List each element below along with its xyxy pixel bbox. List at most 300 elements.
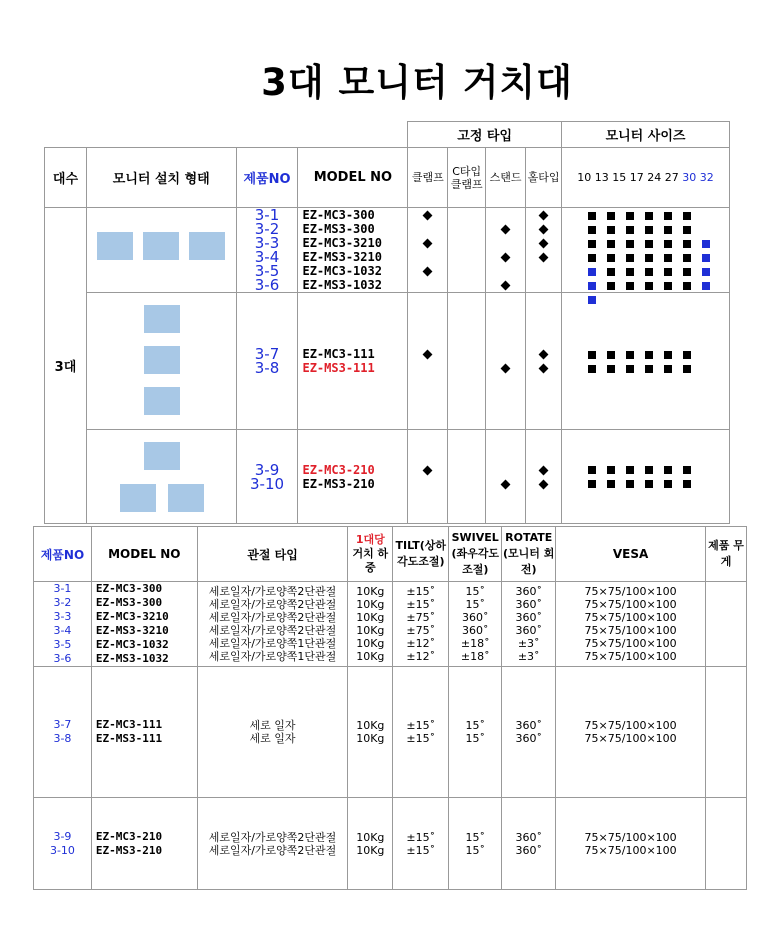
vesa-value: 75×75/100×100 [584,719,677,732]
size-mark-row [582,361,729,375]
monitor-shape [144,346,180,374]
product-no: 3-8 [53,732,72,745]
tilt-value: ±15˚ [406,732,436,745]
model-no: EZ-MS3-300 [95,596,163,609]
tilt-value: ±15˚ [406,830,436,844]
fix-type-cell [448,293,486,430]
size-label: 10 [577,171,592,184]
size-mark-icon [588,240,596,248]
rotate-value: 360˚ [515,843,542,857]
size-label: 32 [699,171,714,184]
size-mark-icon [702,268,710,276]
joint-type: 세로 일자 [249,732,296,745]
fix-mark-row [448,250,485,264]
size-mark-icon [683,212,691,220]
rotate-value: ±3˚ [517,637,540,650]
fix-mark-row [526,236,561,250]
product-no: 3-3 [53,610,72,623]
fix-mark-row [408,477,447,491]
joint-type: 세로일자/가로양쪽2단관절 [208,830,337,844]
size-mark-icon [664,254,672,262]
fix-mark-row [448,208,485,222]
fix-type-header-c-clamp: C타입 클램프 [448,148,486,208]
joint-type: 세로일자/가로양쪽1단관절 [208,637,337,650]
size-mark-icon [683,365,691,373]
fix-mark-row [486,208,525,222]
fix-mark-row [448,222,485,236]
product-no-cell [236,293,298,430]
fix-mark-row [408,264,447,278]
layout-horizontal-3 [86,208,236,293]
model-no-cell [91,582,197,667]
load-value-cell [348,582,393,667]
size-mark-icon [607,268,615,276]
size-mark-icon [607,480,615,488]
model-no-header: MODEL NO [91,527,197,582]
model-no: EZ-MC3-210 [302,462,375,477]
model-no: EZ-MS3-1032 [95,652,169,665]
model-no: EZ-MS3-111 [95,732,163,745]
load-value: 10Kg [356,650,385,663]
size-mark-empty [702,480,710,488]
diamond-mark-icon [423,211,433,221]
load-header [348,527,393,582]
size-mark-row [582,463,729,477]
fix-mark-row [448,477,485,491]
fix-mark-row [448,361,485,375]
diamond-mark-icon [501,364,511,374]
size-label: 24 [647,171,662,184]
rotate-value: 360˚ [515,585,542,598]
size-mark-icon [588,212,596,220]
size-mark-empty [702,365,710,373]
size-label: 17 [629,171,644,184]
size-label: 30 [682,171,697,184]
count-cell: 3대 [45,208,87,524]
rotate-value: ±3˚ [517,650,540,663]
size-mark-icon [626,240,634,248]
joint-type: 세로일자/가로양쪽1단관절 [208,650,337,663]
size-mark-icon [645,212,653,220]
product-no: 3-1 [53,582,72,595]
load-value-cell [348,667,393,798]
joint-type-header: 관절 타입 [197,527,348,582]
size-mark-row [582,278,729,292]
fix-type-cell [448,430,486,524]
swivel-value-cell [449,667,502,798]
vesa-value: 75×75/100×100 [584,624,677,637]
vesa-value: 75×75/100×100 [584,598,677,611]
product-no-header: 제품NO [34,527,92,582]
model-no: EZ-MC3-300 [302,208,375,222]
size-mark-empty [588,282,596,290]
diamond-mark-icon [539,225,549,235]
joint-type: 세로일자/가로양쪽2단관절 [208,624,337,637]
monitor-shape [143,232,179,260]
model-no: EZ-MS3-210 [95,843,163,857]
product-no: 3-6 [254,276,280,294]
monitor-shape [144,387,180,415]
load-value: 10Kg [356,719,385,732]
rotate-value: 360˚ [515,830,542,844]
diamond-mark-icon [501,281,511,291]
tilt-value: ±75˚ [406,624,436,637]
size-mark-row [582,236,729,250]
model-no: EZ-MS3-1032 [302,278,382,292]
product-no: 3-6 [53,652,72,665]
size-label: 13 [594,171,609,184]
fix-type-header-stand: 스탠드 [486,148,526,208]
product-no: 3-2 [254,220,280,238]
product-no: 3-9 [254,460,280,479]
product-no-cell [34,582,92,667]
rotate-value: 360˚ [515,598,542,611]
swivel-value: 15˚ [465,843,485,857]
product-no-cell [236,430,298,524]
load-value: 10Kg [356,624,385,637]
rotate-value-cell [502,667,556,798]
size-mark-icon [645,240,653,248]
vesa-value: 75×75/100×100 [584,611,677,624]
fix-mark-row [486,250,525,264]
model-no: EZ-MC3-1032 [302,264,382,278]
size-mark-icon [664,466,672,474]
fix-type-header-hole: 홀타입 [526,148,562,208]
fix-mark-row [526,347,561,361]
size-mark-icon [702,254,710,262]
size-mark-icon [626,480,634,488]
model-no: EZ-MC3-3210 [302,236,382,250]
size-mark-icon [664,268,672,276]
fix-mark-row [486,236,525,250]
fix-mark-row [448,463,485,477]
fix-mark-row [486,463,525,477]
vesa-value-cell [556,582,706,667]
fix-mark-row [408,463,447,477]
monitor-shape [144,442,180,470]
product-no: 3-7 [53,718,72,731]
model-no-cell [298,430,408,524]
size-mark-icon [607,282,615,290]
fix-mark-row [526,208,561,222]
tilt-value: ±75˚ [406,611,436,624]
rotate-value: 360˚ [515,732,542,745]
size-mark-row [582,208,729,222]
product-no-header: 제품NO [236,148,298,208]
page-title: 3대 모니터 거치대 [261,61,573,104]
size-mark-icon [683,466,691,474]
size-mark-icon [702,240,710,248]
load-header-per-unit: 1대당 [355,533,385,546]
size-mark-icon [607,240,615,248]
monitor-shape [97,232,133,260]
vesa-value-cell [556,667,706,798]
size-mark-icon [683,480,691,488]
size-mark-icon [645,282,653,290]
diamond-mark-icon [501,225,511,235]
load-value: 10Kg [356,585,385,598]
monitor-shape [168,484,204,512]
size-mark-icon [626,282,634,290]
fix-type-table [44,121,730,524]
size-mark-icon [626,268,634,276]
fix-mark-row [526,250,561,264]
model-no-cell [298,208,408,293]
model-no-cell [298,293,408,430]
fix-type-cell [526,430,562,524]
fix-mark-row [486,222,525,236]
fix-mark-row [408,250,447,264]
swivel-value: 15˚ [465,830,485,844]
size-mark-row [582,222,729,236]
product-no: 3-5 [53,638,72,651]
diamond-mark-icon [539,211,549,221]
diamond-mark-icon [423,239,433,249]
size-mark-icon [683,240,691,248]
fix-type-header-clamp: 클램프 [408,148,448,208]
vesa-value: 75×75/100×100 [584,843,677,857]
size-mark-empty [588,268,596,276]
product-no: 3-10 [250,474,285,493]
product-no: 3-1 [254,206,280,224]
size-mark-row [582,250,729,264]
size-mark-icon [588,466,596,474]
fix-type-cell [408,208,448,293]
size-mark-icon [626,254,634,262]
weight-cell [706,798,747,890]
size-mark-row [582,477,729,491]
size-mark-icon [626,212,634,220]
size-mark-icon [645,268,653,276]
vesa-value: 75×75/100×100 [584,637,677,650]
vesa-header: VESA [556,527,706,582]
tilt-value: ±12˚ [406,637,436,650]
size-mark-icon [683,226,691,234]
size-cell [562,293,730,430]
vesa-value: 75×75/100×100 [584,585,677,598]
rotate-header: ROTATE (모니터 회전) [502,527,556,582]
size-mark-icon [588,296,596,304]
load-header-label: 거치 하중 [352,547,389,574]
rotate-value: 360˚ [515,611,542,624]
size-mark-icon [645,254,653,262]
fix-mark-row [408,278,447,292]
swivel-value: 15˚ [465,732,485,745]
fix-mark-row [448,264,485,278]
diamond-mark-icon [423,350,433,360]
weight-header: 제품 무게 [706,527,747,582]
diamond-mark-icon [501,479,511,489]
diamond-mark-icon [539,364,549,374]
product-no: 3-3 [254,234,280,252]
size-mark-icon [664,365,672,373]
fix-type-cell [486,293,526,430]
fix-type-cell [486,208,526,293]
size-mark-icon [607,254,615,262]
swivel-header: SWIVEL (좌우각도조절) [449,527,502,582]
product-no: 3-4 [53,624,72,637]
size-mark-icon [607,351,615,359]
fix-mark-row [486,477,525,491]
joint-type-cell [197,667,348,798]
rotate-value-cell [502,582,556,667]
swivel-value-cell [449,582,502,667]
fix-mark-row [526,264,561,278]
size-mark-row [582,347,729,361]
monitor-size-group-header: 모니터 사이즈 [562,122,730,148]
model-no: EZ-MS3-210 [302,476,375,491]
fix-mark-row [448,236,485,250]
load-value: 10Kg [356,611,385,624]
size-mark-icon [588,480,596,488]
model-no: EZ-MS3-3210 [95,624,169,637]
swivel-value: ±18˚ [460,650,490,663]
size-mark-icon [607,365,615,373]
fix-mark-row [408,222,447,236]
layout-pyramid-3 [86,430,236,524]
size-header [562,148,730,208]
spec-table [33,526,747,890]
diamond-mark-icon [539,253,549,263]
fix-type-cell [526,293,562,430]
joint-type-cell [197,798,348,890]
vesa-value: 75×75/100×100 [584,650,677,663]
product-no: 3-7 [254,345,280,363]
vesa-value-cell [556,798,706,890]
fix-mark-row [526,463,561,477]
fix-mark-row [486,347,525,361]
fix-mark-row [526,278,561,292]
load-value: 10Kg [356,843,385,857]
size-mark-icon [683,351,691,359]
weight-cell [706,582,747,667]
fix-mark-row [526,361,561,375]
monitor-shape [120,484,156,512]
diamond-mark-icon [539,350,549,360]
model-no-cell [91,798,197,890]
model-no: EZ-MC3-210 [95,829,163,843]
model-no-cell [91,667,197,798]
tilt-value-cell [393,798,449,890]
weight-cell [706,667,747,798]
load-value: 10Kg [356,637,385,650]
size-mark-icon [645,365,653,373]
fix-type-cell [526,208,562,293]
product-no: 3-4 [254,248,280,266]
size-mark-icon [626,226,634,234]
diamond-mark-icon [501,253,511,263]
size-mark-icon [683,282,691,290]
size-mark-icon [664,480,672,488]
model-no: EZ-MC3-111 [95,718,163,731]
fix-type-cell [408,293,448,430]
size-mark-empty [588,379,596,387]
load-value: 10Kg [356,830,385,844]
fix-mark-row [448,347,485,361]
fix-type-cell [408,430,448,524]
size-mark-row [582,264,729,278]
fix-mark-row [486,278,525,292]
size-label: 15 [612,171,627,184]
size-mark-icon [588,254,596,262]
vesa-value: 75×75/100×100 [584,732,677,745]
swivel-value-cell [449,798,502,890]
load-value: 10Kg [356,598,385,611]
size-mark-icon [626,351,634,359]
fix-mark-row [408,236,447,250]
product-no: 3-5 [254,262,280,280]
size-mark-icon [626,466,634,474]
size-mark-icon [664,226,672,234]
fix-type-group-header: 고정 타입 [408,122,562,148]
size-mark-icon [645,466,653,474]
monitor-shape [144,305,180,333]
model-no-header: MODEL NO [298,148,408,208]
product-no: 3-2 [53,596,72,609]
size-mark-icon [645,226,653,234]
product-no-cell [34,667,92,798]
size-mark-icon [607,466,615,474]
swivel-value: 360˚ [461,611,489,624]
size-mark-icon [664,351,672,359]
size-mark-empty [588,494,596,502]
size-mark-icon [588,226,596,234]
size-mark-icon [683,254,691,262]
fix-mark-row [448,278,485,292]
size-cell [562,208,730,293]
diamond-mark-icon [423,267,433,277]
tilt-value: ±15˚ [406,719,436,732]
size-mark-empty [702,466,710,474]
model-no: EZ-MS3-300 [302,222,375,236]
joint-type: 세로일자/가로양쪽2단관절 [208,585,337,598]
fix-mark-row [526,477,561,491]
joint-type-cell [197,582,348,667]
size-mark-icon [607,226,615,234]
model-no: EZ-MC3-111 [302,347,375,361]
tilt-value: ±12˚ [406,650,436,663]
product-no: 3-10 [49,843,75,857]
load-value: 10Kg [356,732,385,745]
size-mark-icon [683,268,691,276]
size-mark-icon [664,282,672,290]
fix-mark-row [526,222,561,236]
fix-mark-row [408,347,447,361]
joint-type: 세로 일자 [249,719,296,732]
product-no-cell [34,798,92,890]
size-mark-icon [645,351,653,359]
joint-type: 세로일자/가로양쪽2단관절 [208,598,337,611]
size-cell [562,430,730,524]
fix-mark-row [408,208,447,222]
rotate-value: 360˚ [515,624,542,637]
size-mark-empty [702,226,710,234]
fix-type-cell [448,208,486,293]
tilt-header: TILT(상하각도조절) [393,527,449,582]
form-header: 모니터 설치 형태 [86,148,236,208]
tilt-value: ±15˚ [406,843,436,857]
size-mark-empty [702,212,710,220]
size-mark-icon [588,365,596,373]
tilt-value-cell [393,667,449,798]
model-no: EZ-MS3-3210 [302,250,382,264]
diamond-mark-icon [539,465,549,475]
swivel-value: 15˚ [465,598,485,611]
swivel-value: 15˚ [465,719,485,732]
product-no-cell [236,208,298,293]
swivel-value: 15˚ [465,585,485,598]
joint-type: 세로일자/가로양쪽2단관절 [208,843,337,857]
